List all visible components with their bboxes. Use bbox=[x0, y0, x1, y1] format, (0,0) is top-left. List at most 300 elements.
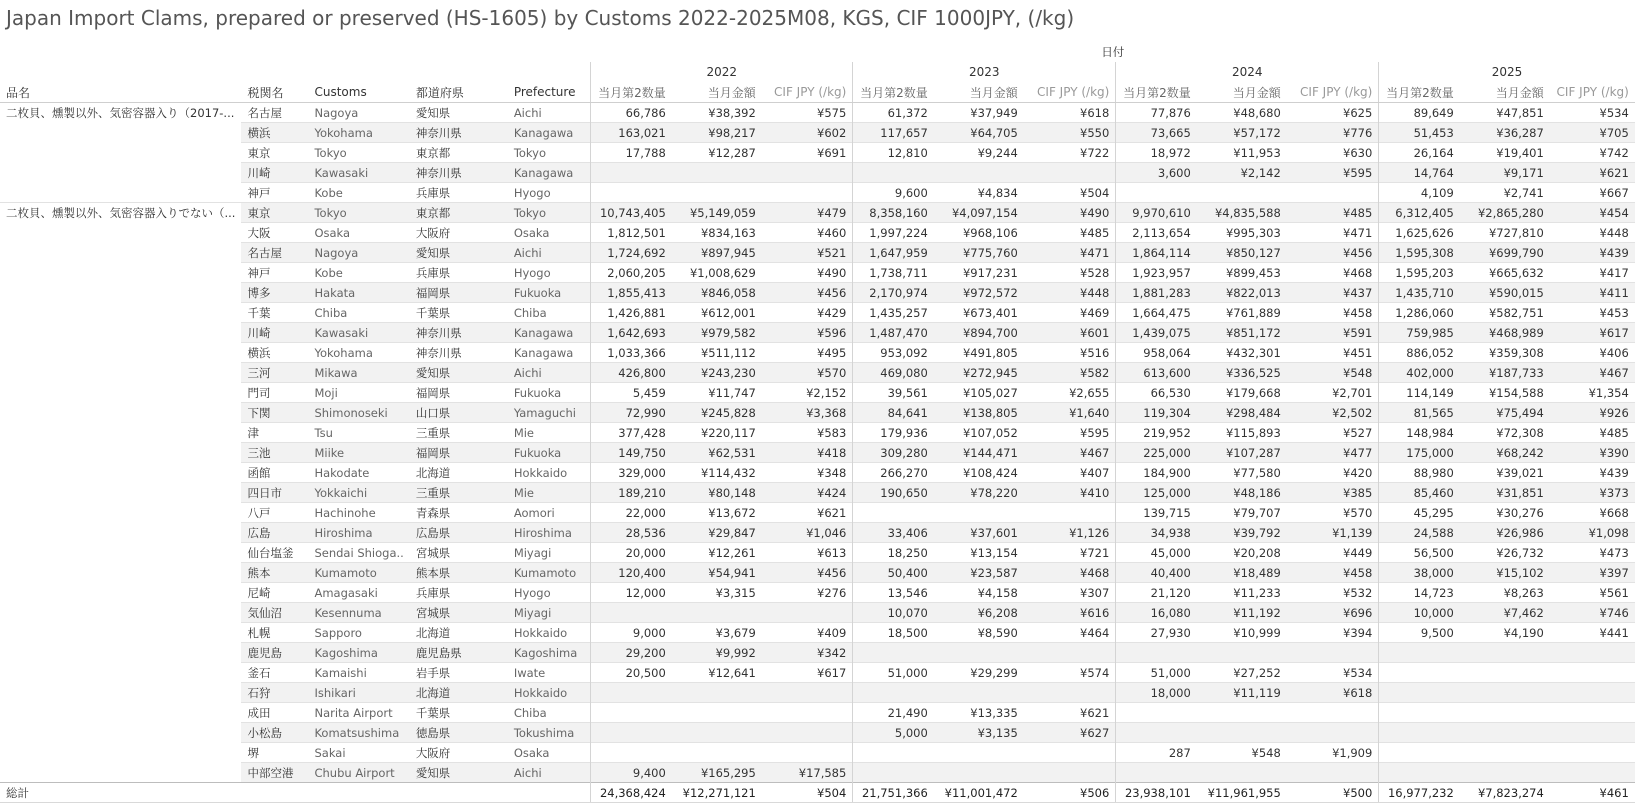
row-pref-en: Hiroshima bbox=[508, 523, 591, 543]
cell-amount: ¥4,097,154 bbox=[934, 203, 1024, 223]
cell-cif: ¥417 bbox=[1550, 263, 1635, 283]
table-row[interactable] bbox=[0, 203, 1635, 223]
cell-cif bbox=[762, 743, 853, 763]
row-customs: Hachinohe bbox=[308, 503, 409, 523]
row-pref-en: Miyagi bbox=[508, 603, 591, 623]
cell-amount: ¥30,276 bbox=[1460, 503, 1550, 523]
cell-cif bbox=[1024, 503, 1116, 523]
cell-amount bbox=[1197, 703, 1287, 723]
table-row[interactable] bbox=[0, 183, 1635, 203]
row-zeikan: 横浜 bbox=[241, 343, 308, 363]
column-header-cif[interactable]: CIF JPY (/kg) bbox=[762, 82, 853, 103]
row-pref-en: Iwate bbox=[508, 663, 591, 683]
cell-quantity bbox=[591, 703, 672, 723]
row-pref-en: Osaka bbox=[508, 743, 591, 763]
row-customs: Yokohama bbox=[308, 123, 409, 143]
column-header-amount[interactable]: 当月金額 bbox=[934, 82, 1024, 103]
column-header-quantity[interactable]: 当月第2数量 bbox=[853, 82, 934, 103]
cell-amount bbox=[1460, 663, 1550, 683]
cell-amount: ¥590,015 bbox=[1460, 283, 1550, 303]
row-pref-jp: 岩手県 bbox=[410, 663, 508, 683]
cell-amount: ¥897,945 bbox=[672, 243, 762, 263]
cell-quantity: 4,109 bbox=[1379, 183, 1460, 203]
row-pref-en: Aichi bbox=[508, 103, 591, 123]
table-row[interactable] bbox=[0, 583, 1635, 603]
row-pref-jp: 福岡県 bbox=[410, 283, 508, 303]
cell-quantity: 1,625,626 bbox=[1379, 223, 1460, 243]
cell-cif: ¥307 bbox=[1024, 583, 1116, 603]
column-header-quantity[interactable]: 当月第2数量 bbox=[591, 82, 672, 103]
cell-cif: ¥613 bbox=[762, 543, 853, 563]
cell-amount: ¥138,805 bbox=[934, 403, 1024, 423]
cell-quantity: 2,113,654 bbox=[1116, 223, 1197, 243]
cell-cif: ¥479 bbox=[762, 203, 853, 223]
row-customs: Sendai Shioga.. bbox=[308, 543, 409, 563]
row-customs: Tsu bbox=[308, 423, 409, 443]
row-zeikan: 下関 bbox=[241, 403, 308, 423]
cell-quantity: 10,070 bbox=[853, 603, 934, 623]
cell-quantity: 38,000 bbox=[1379, 563, 1460, 583]
cell-cif: ¥595 bbox=[1024, 423, 1116, 443]
row-customs: Yokkaichi bbox=[308, 483, 409, 503]
cell-quantity: 1,647,959 bbox=[853, 243, 934, 263]
cell-quantity: 9,000 bbox=[591, 623, 672, 643]
total-cif: ¥504 bbox=[762, 783, 853, 803]
column-header-quantity[interactable]: 当月第2数量 bbox=[1116, 82, 1197, 103]
row-pref-jp: 愛知県 bbox=[410, 243, 508, 263]
cell-cif bbox=[762, 163, 853, 183]
cell-amount: ¥12,641 bbox=[672, 663, 762, 683]
cell-quantity bbox=[1379, 643, 1460, 663]
cell-quantity: 3,600 bbox=[1116, 163, 1197, 183]
table-row[interactable] bbox=[0, 723, 1635, 743]
cell-cif: ¥468 bbox=[1287, 263, 1379, 283]
cell-quantity: 1,426,881 bbox=[591, 303, 672, 323]
cell-cif: ¥458 bbox=[1287, 303, 1379, 323]
cell-quantity: 26,164 bbox=[1379, 143, 1460, 163]
row-pref-jp: 広島県 bbox=[410, 523, 508, 543]
cell-amount bbox=[1460, 723, 1550, 743]
cell-quantity: 12,810 bbox=[853, 143, 934, 163]
cell-quantity: 6,312,405 bbox=[1379, 203, 1460, 223]
table-row[interactable] bbox=[0, 343, 1635, 363]
cell-quantity: 1,033,366 bbox=[591, 343, 672, 363]
cell-cif: ¥561 bbox=[1550, 583, 1635, 603]
row-pref-en: Hokkaido bbox=[508, 623, 591, 643]
cell-cif bbox=[1550, 663, 1635, 683]
cell-cif: ¥1,046 bbox=[762, 523, 853, 543]
cell-amount bbox=[672, 703, 762, 723]
cell-amount: ¥47,851 bbox=[1460, 103, 1550, 123]
cell-cif: ¥570 bbox=[1287, 503, 1379, 523]
row-customs: Nagoya bbox=[308, 243, 409, 263]
row-customs: Kagoshima bbox=[308, 643, 409, 663]
row-pref-en: Kanagawa bbox=[508, 123, 591, 143]
cell-cif bbox=[762, 723, 853, 743]
row-customs: Kumamoto bbox=[308, 563, 409, 583]
row-pref-jp: 兵庫県 bbox=[410, 183, 508, 203]
cell-amount: ¥582,751 bbox=[1460, 303, 1550, 323]
cell-cif: ¥424 bbox=[762, 483, 853, 503]
cell-amount bbox=[1197, 763, 1287, 783]
cell-quantity: 10,000 bbox=[1379, 603, 1460, 623]
cell-quantity bbox=[853, 763, 934, 783]
column-header-amount[interactable]: 当月金額 bbox=[672, 82, 762, 103]
cell-cif: ¥439 bbox=[1550, 463, 1635, 483]
cell-cif: ¥601 bbox=[1024, 323, 1116, 343]
cell-amount bbox=[1460, 703, 1550, 723]
cell-cif bbox=[1550, 763, 1635, 783]
cell-quantity: 1,724,692 bbox=[591, 243, 672, 263]
table-row[interactable] bbox=[0, 623, 1635, 643]
row-item-name bbox=[0, 303, 241, 323]
table-row[interactable] bbox=[0, 303, 1635, 323]
row-zeikan: 広島 bbox=[241, 523, 308, 543]
table-row[interactable] bbox=[0, 643, 1635, 663]
row-zeikan: 横浜 bbox=[241, 123, 308, 143]
cell-quantity bbox=[1379, 683, 1460, 703]
cell-quantity bbox=[1116, 723, 1197, 743]
cell-amount bbox=[1197, 643, 1287, 663]
cell-amount: ¥468,989 bbox=[1460, 323, 1550, 343]
cell-amount: ¥8,263 bbox=[1460, 583, 1550, 603]
row-zeikan: 四日市 bbox=[241, 483, 308, 503]
row-item-name bbox=[0, 723, 241, 743]
row-zeikan: 小松島 bbox=[241, 723, 308, 743]
year-header: 2025 bbox=[1379, 62, 1635, 82]
table-row[interactable] bbox=[0, 163, 1635, 183]
cell-quantity: 114,149 bbox=[1379, 383, 1460, 403]
row-pref-en: Tokyo bbox=[508, 203, 591, 223]
cell-amount: ¥105,027 bbox=[934, 383, 1024, 403]
cell-quantity: 16,080 bbox=[1116, 603, 1197, 623]
row-zeikan: 神戸 bbox=[241, 263, 308, 283]
cell-cif: ¥742 bbox=[1550, 143, 1635, 163]
table-row[interactable] bbox=[0, 443, 1635, 463]
cell-amount: ¥2,741 bbox=[1460, 183, 1550, 203]
row-pref-en: Hyogo bbox=[508, 263, 591, 283]
cell-cif: ¥407 bbox=[1024, 463, 1116, 483]
cell-amount: ¥972,572 bbox=[934, 283, 1024, 303]
row-pref-en: Fukuoka bbox=[508, 283, 591, 303]
column-header-quantity[interactable]: 当月第2数量 bbox=[1379, 82, 1460, 103]
row-zeikan: 八戸 bbox=[241, 503, 308, 523]
cell-amount: ¥19,401 bbox=[1460, 143, 1550, 163]
table-row[interactable] bbox=[0, 323, 1635, 343]
row-zeikan: 尼崎 bbox=[241, 583, 308, 603]
cell-amount: ¥13,672 bbox=[672, 503, 762, 523]
row-pref-jp: 徳島県 bbox=[410, 723, 508, 743]
cell-quantity: 759,985 bbox=[1379, 323, 1460, 343]
cell-cif: ¥348 bbox=[762, 463, 853, 483]
row-customs: Kobe bbox=[308, 183, 409, 203]
cell-quantity: 953,092 bbox=[853, 343, 934, 363]
cell-amount: ¥62,531 bbox=[672, 443, 762, 463]
cell-amount: ¥2,865,280 bbox=[1460, 203, 1550, 223]
cell-amount: ¥3,315 bbox=[672, 583, 762, 603]
row-customs: Mikawa bbox=[308, 363, 409, 383]
table-row[interactable] bbox=[0, 243, 1635, 263]
row-zeikan: 中部空港 bbox=[241, 763, 308, 783]
row-pref-jp: 北海道 bbox=[410, 623, 508, 643]
column-header-cif[interactable]: CIF JPY (/kg) bbox=[1287, 82, 1379, 103]
cell-quantity: 119,304 bbox=[1116, 403, 1197, 423]
cell-cif: ¥570 bbox=[762, 363, 853, 383]
cell-cif: ¥746 bbox=[1550, 603, 1635, 623]
cell-cif bbox=[1024, 683, 1116, 703]
cell-quantity bbox=[591, 163, 672, 183]
cell-amount: ¥54,941 bbox=[672, 563, 762, 583]
table-row[interactable] bbox=[0, 283, 1635, 303]
cell-cif: ¥429 bbox=[762, 303, 853, 323]
total-quantity: 23,938,101 bbox=[1116, 783, 1197, 803]
cell-cif: ¥527 bbox=[1287, 423, 1379, 443]
cell-cif: ¥471 bbox=[1287, 223, 1379, 243]
cell-cif bbox=[1550, 703, 1635, 723]
cell-quantity: 18,972 bbox=[1116, 143, 1197, 163]
row-item-name bbox=[0, 323, 241, 343]
row-item-name bbox=[0, 603, 241, 623]
row-pref-jp: 千葉県 bbox=[410, 303, 508, 323]
row-pref-jp: 神奈川県 bbox=[410, 343, 508, 363]
cell-amount: ¥64,705 bbox=[934, 123, 1024, 143]
cell-amount: ¥727,810 bbox=[1460, 223, 1550, 243]
cell-cif: ¥418 bbox=[762, 443, 853, 463]
cell-cif: ¥439 bbox=[1550, 243, 1635, 263]
cell-amount bbox=[672, 723, 762, 743]
table-row[interactable] bbox=[0, 503, 1635, 523]
column-header-customs[interactable]: Customs bbox=[308, 82, 409, 103]
cell-quantity: 51,453 bbox=[1379, 123, 1460, 143]
cell-amount bbox=[934, 743, 1024, 763]
cell-quantity: 13,546 bbox=[853, 583, 934, 603]
cell-amount: ¥3,135 bbox=[934, 723, 1024, 743]
cell-amount: ¥548 bbox=[1197, 743, 1287, 763]
cell-cif bbox=[1550, 723, 1635, 743]
cell-quantity: 1,923,957 bbox=[1116, 263, 1197, 283]
cell-quantity: 1,864,114 bbox=[1116, 243, 1197, 263]
column-header-amount[interactable]: 当月金額 bbox=[1460, 82, 1550, 103]
column-header-cif[interactable]: CIF JPY (/kg) bbox=[1024, 82, 1116, 103]
cell-quantity bbox=[591, 183, 672, 203]
cell-cif: ¥691 bbox=[762, 143, 853, 163]
cell-amount: ¥245,828 bbox=[672, 403, 762, 423]
cell-cif: ¥2,655 bbox=[1024, 383, 1116, 403]
cell-cif: ¥550 bbox=[1024, 123, 1116, 143]
table-row[interactable] bbox=[0, 743, 1635, 763]
cell-cif: ¥616 bbox=[1024, 603, 1116, 623]
row-item-name bbox=[0, 563, 241, 583]
cell-amount: ¥699,790 bbox=[1460, 243, 1550, 263]
cell-quantity: 51,000 bbox=[853, 663, 934, 683]
cell-cif: ¥3,368 bbox=[762, 403, 853, 423]
grand-total-row bbox=[0, 783, 1635, 803]
cell-cif: ¥441 bbox=[1550, 623, 1635, 643]
table-row[interactable] bbox=[0, 483, 1635, 503]
cell-cif: ¥467 bbox=[1550, 363, 1635, 383]
table-row[interactable] bbox=[0, 523, 1635, 543]
row-pref-jp: 鹿児島県 bbox=[410, 643, 508, 663]
cell-amount: ¥846,058 bbox=[672, 283, 762, 303]
cell-cif: ¥668 bbox=[1550, 503, 1635, 523]
cell-amount: ¥243,230 bbox=[672, 363, 762, 383]
row-customs: Chiba bbox=[308, 303, 409, 323]
cell-cif bbox=[1024, 743, 1116, 763]
row-item-name bbox=[0, 463, 241, 483]
row-pref-jp: 福岡県 bbox=[410, 383, 508, 403]
cell-cif: ¥411 bbox=[1550, 283, 1635, 303]
total-cif: ¥506 bbox=[1024, 783, 1116, 803]
cell-amount: ¥491,805 bbox=[934, 343, 1024, 363]
cell-quantity: 20,000 bbox=[591, 543, 672, 563]
row-item-name bbox=[0, 623, 241, 643]
row-pref-jp: 東京都 bbox=[410, 203, 508, 223]
cell-quantity: 469,080 bbox=[853, 363, 934, 383]
cell-cif bbox=[1550, 683, 1635, 703]
table-row[interactable] bbox=[0, 123, 1635, 143]
column-header-amount[interactable]: 当月金額 bbox=[1197, 82, 1287, 103]
cell-amount: ¥7,462 bbox=[1460, 603, 1550, 623]
total-amount: ¥11,961,955 bbox=[1197, 783, 1287, 803]
table-row[interactable] bbox=[0, 543, 1635, 563]
cell-amount: ¥13,154 bbox=[934, 543, 1024, 563]
cell-quantity: 14,764 bbox=[1379, 163, 1460, 183]
row-pref-jp: 熊本県 bbox=[410, 563, 508, 583]
row-pref-jp: 宮城県 bbox=[410, 543, 508, 563]
row-zeikan: 名古屋 bbox=[241, 103, 308, 123]
row-zeikan: 東京 bbox=[241, 203, 308, 223]
cell-quantity: 10,743,405 bbox=[591, 203, 672, 223]
column-header-cif[interactable]: CIF JPY (/kg) bbox=[1550, 82, 1635, 103]
table-row[interactable] bbox=[0, 563, 1635, 583]
cell-cif: ¥1,126 bbox=[1024, 523, 1116, 543]
table-row[interactable] bbox=[0, 103, 1635, 123]
row-pref-en: Hokkaido bbox=[508, 463, 591, 483]
cell-cif: ¥464 bbox=[1024, 623, 1116, 643]
row-pref-jp: 神奈川県 bbox=[410, 323, 508, 343]
cell-cif: ¥469 bbox=[1024, 303, 1116, 323]
table-row[interactable] bbox=[0, 423, 1635, 443]
cell-amount: ¥108,424 bbox=[934, 463, 1024, 483]
table-row[interactable] bbox=[0, 403, 1635, 423]
cell-cif bbox=[1550, 743, 1635, 763]
cell-quantity bbox=[1379, 723, 1460, 743]
cell-amount: ¥36,287 bbox=[1460, 123, 1550, 143]
cell-quantity: 117,657 bbox=[853, 123, 934, 143]
cell-cif: ¥618 bbox=[1024, 103, 1116, 123]
cell-amount: ¥37,949 bbox=[934, 103, 1024, 123]
row-pref-en: Tokushima bbox=[508, 723, 591, 743]
table-row[interactable] bbox=[0, 263, 1635, 283]
row-customs: Moji bbox=[308, 383, 409, 403]
cell-cif: ¥621 bbox=[1024, 703, 1116, 723]
cell-amount: ¥23,587 bbox=[934, 563, 1024, 583]
page-title: Japan Import Clams, prepared or preserved (HS-1605) by Customs 2022-2025M08, KGS, CIF 1000JPY, (/kg) bbox=[6, 6, 1075, 30]
table-row[interactable] bbox=[0, 363, 1635, 383]
column-header-pref-jp[interactable]: 都道府県 bbox=[410, 82, 508, 103]
cell-quantity: 219,952 bbox=[1116, 423, 1197, 443]
table-row[interactable] bbox=[0, 683, 1635, 703]
table-row[interactable] bbox=[0, 143, 1635, 163]
row-pref-en: Kumamoto bbox=[508, 563, 591, 583]
cell-cif: ¥394 bbox=[1287, 623, 1379, 643]
row-item-name: 二枚貝、燻製以外、気密容器入り（2017-... bbox=[0, 103, 241, 123]
cell-amount: ¥995,303 bbox=[1197, 223, 1287, 243]
cell-cif: ¥490 bbox=[1024, 203, 1116, 223]
cell-cif bbox=[762, 703, 853, 723]
column-header-zeikan[interactable]: 税関名 bbox=[241, 82, 308, 103]
cell-quantity bbox=[1116, 643, 1197, 663]
table-row[interactable] bbox=[0, 223, 1635, 243]
cell-amount: ¥917,231 bbox=[934, 263, 1024, 283]
cell-quantity: 958,064 bbox=[1116, 343, 1197, 363]
table-row[interactable] bbox=[0, 703, 1635, 723]
cell-amount: ¥12,287 bbox=[672, 143, 762, 163]
cell-quantity: 9,970,610 bbox=[1116, 203, 1197, 223]
cell-amount: ¥187,733 bbox=[1460, 363, 1550, 383]
row-zeikan: 三池 bbox=[241, 443, 308, 463]
cell-amount bbox=[672, 163, 762, 183]
cell-quantity bbox=[853, 163, 934, 183]
cell-cif bbox=[1024, 163, 1116, 183]
cell-quantity: 21,120 bbox=[1116, 583, 1197, 603]
row-customs: Hiroshima bbox=[308, 523, 409, 543]
table-row[interactable] bbox=[0, 463, 1635, 483]
cell-amount: ¥850,127 bbox=[1197, 243, 1287, 263]
cell-cif: ¥448 bbox=[1024, 283, 1116, 303]
cell-cif: ¥696 bbox=[1287, 603, 1379, 623]
row-zeikan: 東京 bbox=[241, 143, 308, 163]
cell-cif bbox=[1024, 643, 1116, 663]
cell-amount: ¥12,261 bbox=[672, 543, 762, 563]
cell-cif: ¥625 bbox=[1287, 103, 1379, 123]
cell-cif: ¥460 bbox=[762, 223, 853, 243]
cell-quantity: 28,536 bbox=[591, 523, 672, 543]
cell-amount: ¥107,052 bbox=[934, 423, 1024, 443]
cell-amount: ¥9,992 bbox=[672, 643, 762, 663]
row-zeikan: 堺 bbox=[241, 743, 308, 763]
table-row[interactable] bbox=[0, 383, 1635, 403]
cell-cif bbox=[1287, 703, 1379, 723]
row-pref-en: Yamaguchi bbox=[508, 403, 591, 423]
table-row[interactable] bbox=[0, 603, 1635, 623]
table-row[interactable] bbox=[0, 763, 1635, 783]
row-item-name bbox=[0, 383, 241, 403]
cell-amount: ¥26,986 bbox=[1460, 523, 1550, 543]
cell-cif bbox=[762, 183, 853, 203]
table-row[interactable] bbox=[0, 663, 1635, 683]
row-zeikan: 神戸 bbox=[241, 183, 308, 203]
cell-cif: ¥490 bbox=[762, 263, 853, 283]
cell-amount bbox=[672, 603, 762, 623]
cell-amount: ¥57,172 bbox=[1197, 123, 1287, 143]
column-header-pref-en[interactable]: Prefecture bbox=[508, 82, 591, 103]
row-pref-en: Fukuoka bbox=[508, 383, 591, 403]
date-header: 日付 bbox=[1101, 45, 1125, 59]
cell-quantity: 190,650 bbox=[853, 483, 934, 503]
cell-cif: ¥1,909 bbox=[1287, 743, 1379, 763]
cell-amount: ¥29,299 bbox=[934, 663, 1024, 683]
column-header-item[interactable]: 品名 bbox=[0, 82, 241, 103]
cell-quantity: 39,561 bbox=[853, 383, 934, 403]
row-pref-jp: 東京都 bbox=[410, 143, 508, 163]
cell-cif: ¥451 bbox=[1287, 343, 1379, 363]
total-quantity: 16,977,232 bbox=[1379, 783, 1460, 803]
cell-cif: ¥722 bbox=[1024, 143, 1116, 163]
cell-cif: ¥385 bbox=[1287, 483, 1379, 503]
cell-cif: ¥595 bbox=[1287, 163, 1379, 183]
cell-quantity: 402,000 bbox=[1379, 363, 1460, 383]
